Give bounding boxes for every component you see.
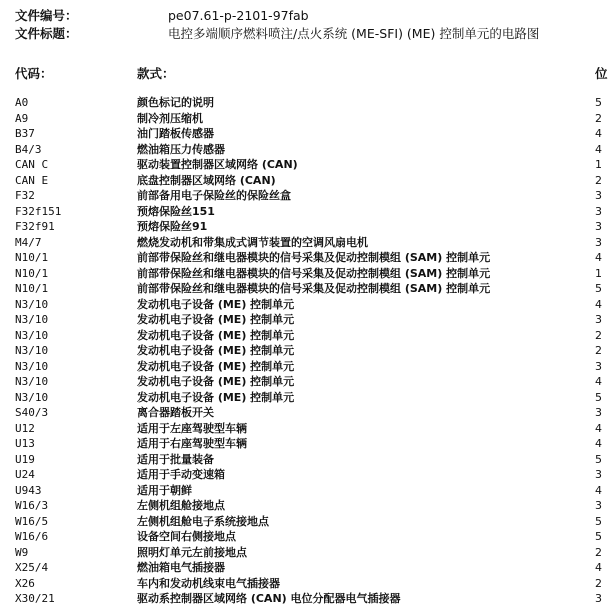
row-page: 1 [595,266,602,280]
row-code: N3/10 [15,359,49,373]
row-page: 3 [595,204,602,218]
row-desc: 预熔保险丝91 [137,220,208,233]
table-row [15,328,601,344]
table-row [15,250,601,266]
row-desc: 离合器踏板开关 [137,406,214,419]
table-row [15,297,601,313]
row-code: X30/21 [15,592,55,605]
row-code: U13 [15,437,35,450]
table-header [15,66,608,82]
row-desc: 油门踏板传感器 [137,127,214,140]
row-code: X25/4 [15,561,49,574]
row-code: N3/10 [15,344,49,357]
row-page: 4 [595,561,602,574]
table-row [15,576,601,592]
table-row [15,188,601,204]
row-page: 3 [595,406,602,419]
row-code: F32 [15,189,35,202]
row-desc: 发动机电子设备 (ME) 控制单元 [137,328,295,342]
document-number-value: pe07.61-p-2101-97fab [168,8,309,23]
row-page: 4 [595,142,602,156]
document-number-label: 文件编号： [15,8,78,23]
row-desc: 车内和发动机线束电气插接器 [137,576,280,590]
row-desc: 发动机电子设备 (ME) 控制单元 [137,390,295,404]
row-code: A9 [15,111,29,125]
table-row [15,157,601,173]
table-row [15,219,601,235]
row-code: U943 [15,483,42,497]
table-row [15,529,601,545]
row-desc: 左侧机组舱电子系统接地点 [137,514,269,528]
document-title-label: 文件标题： [15,26,78,41]
table-row [15,173,601,189]
table-row [15,405,601,421]
row-code: N10/1 [15,251,49,264]
table-row [15,421,601,437]
table-row [15,467,601,483]
row-code: U24 [15,468,35,481]
component-table [15,95,601,607]
row-code: U19 [15,452,35,466]
row-code: F32f151 [15,204,62,218]
row-code: W16/3 [15,499,49,512]
row-desc: 底盘控制器区域网络 (CAN) [137,173,276,187]
table-row [15,591,601,607]
row-page: 3 [595,235,602,249]
table-row [15,126,601,142]
row-desc: 燃油箱压力传感器 [137,142,225,156]
row-page: 2 [595,576,602,590]
table-row [15,514,601,530]
row-desc: 前部备用电子保险丝的保险丝盒 [137,189,291,202]
row-desc: 驱动装置控制器区域网络 (CAN) [137,158,298,171]
row-page: 3 [595,468,602,481]
row-code: W9 [15,545,29,559]
row-code: A0 [15,96,29,109]
row-page: 3 [595,313,602,326]
row-desc: 前部带保险丝和继电器模块的信号采集及促动控制模组 (SAM) 控制单元 [137,282,491,295]
row-page: 4 [595,375,602,388]
row-code: S40/3 [15,406,49,419]
row-page: 4 [595,483,602,497]
table-row [15,204,601,220]
row-desc: 前部带保险丝和继电器模块的信号采集及促动控制模组 (SAM) 控制单元 [137,266,491,280]
table-row [15,374,601,390]
table-row [15,312,601,328]
row-page: 1 [595,158,602,171]
table-row [15,235,601,251]
table-row [15,142,601,158]
row-code: X26 [15,576,35,590]
row-code: W16/6 [15,530,49,543]
row-desc: 适用于手动变速箱 [137,468,225,481]
row-desc: 发动机电子设备 (ME) 控制单元 [137,375,295,388]
row-page: 4 [595,127,602,140]
row-desc: 适用于左座驾驶型车辆 [137,421,247,435]
row-page: 3 [595,359,602,373]
row-page: 5 [595,96,602,109]
table-row [15,95,601,111]
row-page: 2 [595,173,602,187]
row-code: M4/7 [15,235,42,249]
row-page: 4 [595,297,602,311]
row-desc: 适用于朝鲜 [137,483,192,497]
row-page: 5 [595,530,602,543]
table-row [15,111,601,127]
row-code: N3/10 [15,313,49,326]
row-page: 2 [595,344,602,357]
row-page: 3 [595,189,602,202]
row-code: U12 [15,421,35,435]
table-row [15,498,601,514]
table-row [15,266,601,282]
row-page: 4 [595,251,602,264]
row-desc: 燃油箱电气插接器 [137,561,225,574]
row-desc: 发动机电子设备 (ME) 控制单元 [137,297,295,311]
row-code: N10/1 [15,282,49,295]
table-row [15,343,601,359]
row-desc: 预熔保险丝151 [137,204,215,218]
row-desc: 驱动系控制器区域网络 (CAN) 电位分配器电气插接器 [137,592,401,605]
row-code: N3/10 [15,375,49,388]
table-row [15,545,601,561]
row-code: B37 [15,127,35,140]
row-page: 3 [595,220,602,233]
row-code: N3/10 [15,390,49,404]
row-code: W16/5 [15,514,49,528]
row-page: 5 [595,390,602,404]
row-desc: 前部带保险丝和继电器模块的信号采集及促动控制模组 (SAM) 控制单元 [137,251,491,264]
document-title-value: 电控多端顺序燃料喷注/点火系统 (ME-SFI) (ME) 控制单元的电路图 [168,26,540,41]
row-code: N3/10 [15,328,49,342]
table-row [15,452,601,468]
table-row [15,281,601,297]
row-desc: 适用于批量装备 [137,452,214,466]
row-desc: 发动机电子设备 (ME) 控制单元 [137,359,295,373]
row-page: 5 [595,452,602,466]
table-row [15,483,601,499]
row-page: 5 [595,282,602,295]
row-page: 5 [595,514,602,528]
row-page: 4 [595,421,602,435]
row-page: 3 [595,499,602,512]
row-desc: 适用于右座驾驶型车辆 [137,437,247,450]
row-code: CAN E [15,173,49,187]
row-code: B4/3 [15,142,42,156]
row-code: N10/1 [15,266,49,280]
row-code: N3/10 [15,297,49,311]
table-row [15,359,601,375]
row-page: 3 [595,592,602,605]
row-desc: 发动机电子设备 (ME) 控制单元 [137,313,295,326]
row-page: 2 [595,111,602,125]
row-page: 2 [595,545,602,559]
row-desc: 燃烧发动机和带集成式调节装置的空调风扇电机 [137,235,368,249]
row-page: 4 [595,437,602,450]
row-code: CAN C [15,158,49,171]
table-row [15,560,601,576]
row-desc: 颜色标记的说明 [137,96,214,109]
row-page: 2 [595,328,602,342]
table-row [15,390,601,406]
row-desc: 制冷剂压缩机 [137,111,203,125]
header-code: 代码： [15,66,53,81]
header-desc: 款式： [137,66,175,81]
header-page: 位 [595,66,608,81]
row-desc: 左侧机组舱接地点 [137,499,225,512]
row-code: F32f91 [15,220,55,233]
row-desc: 发动机电子设备 (ME) 控制单元 [137,344,295,357]
row-desc: 设备空间右侧接地点 [137,530,236,543]
table-row [15,436,601,452]
row-desc: 照明灯单元左前接地点 [137,545,247,559]
